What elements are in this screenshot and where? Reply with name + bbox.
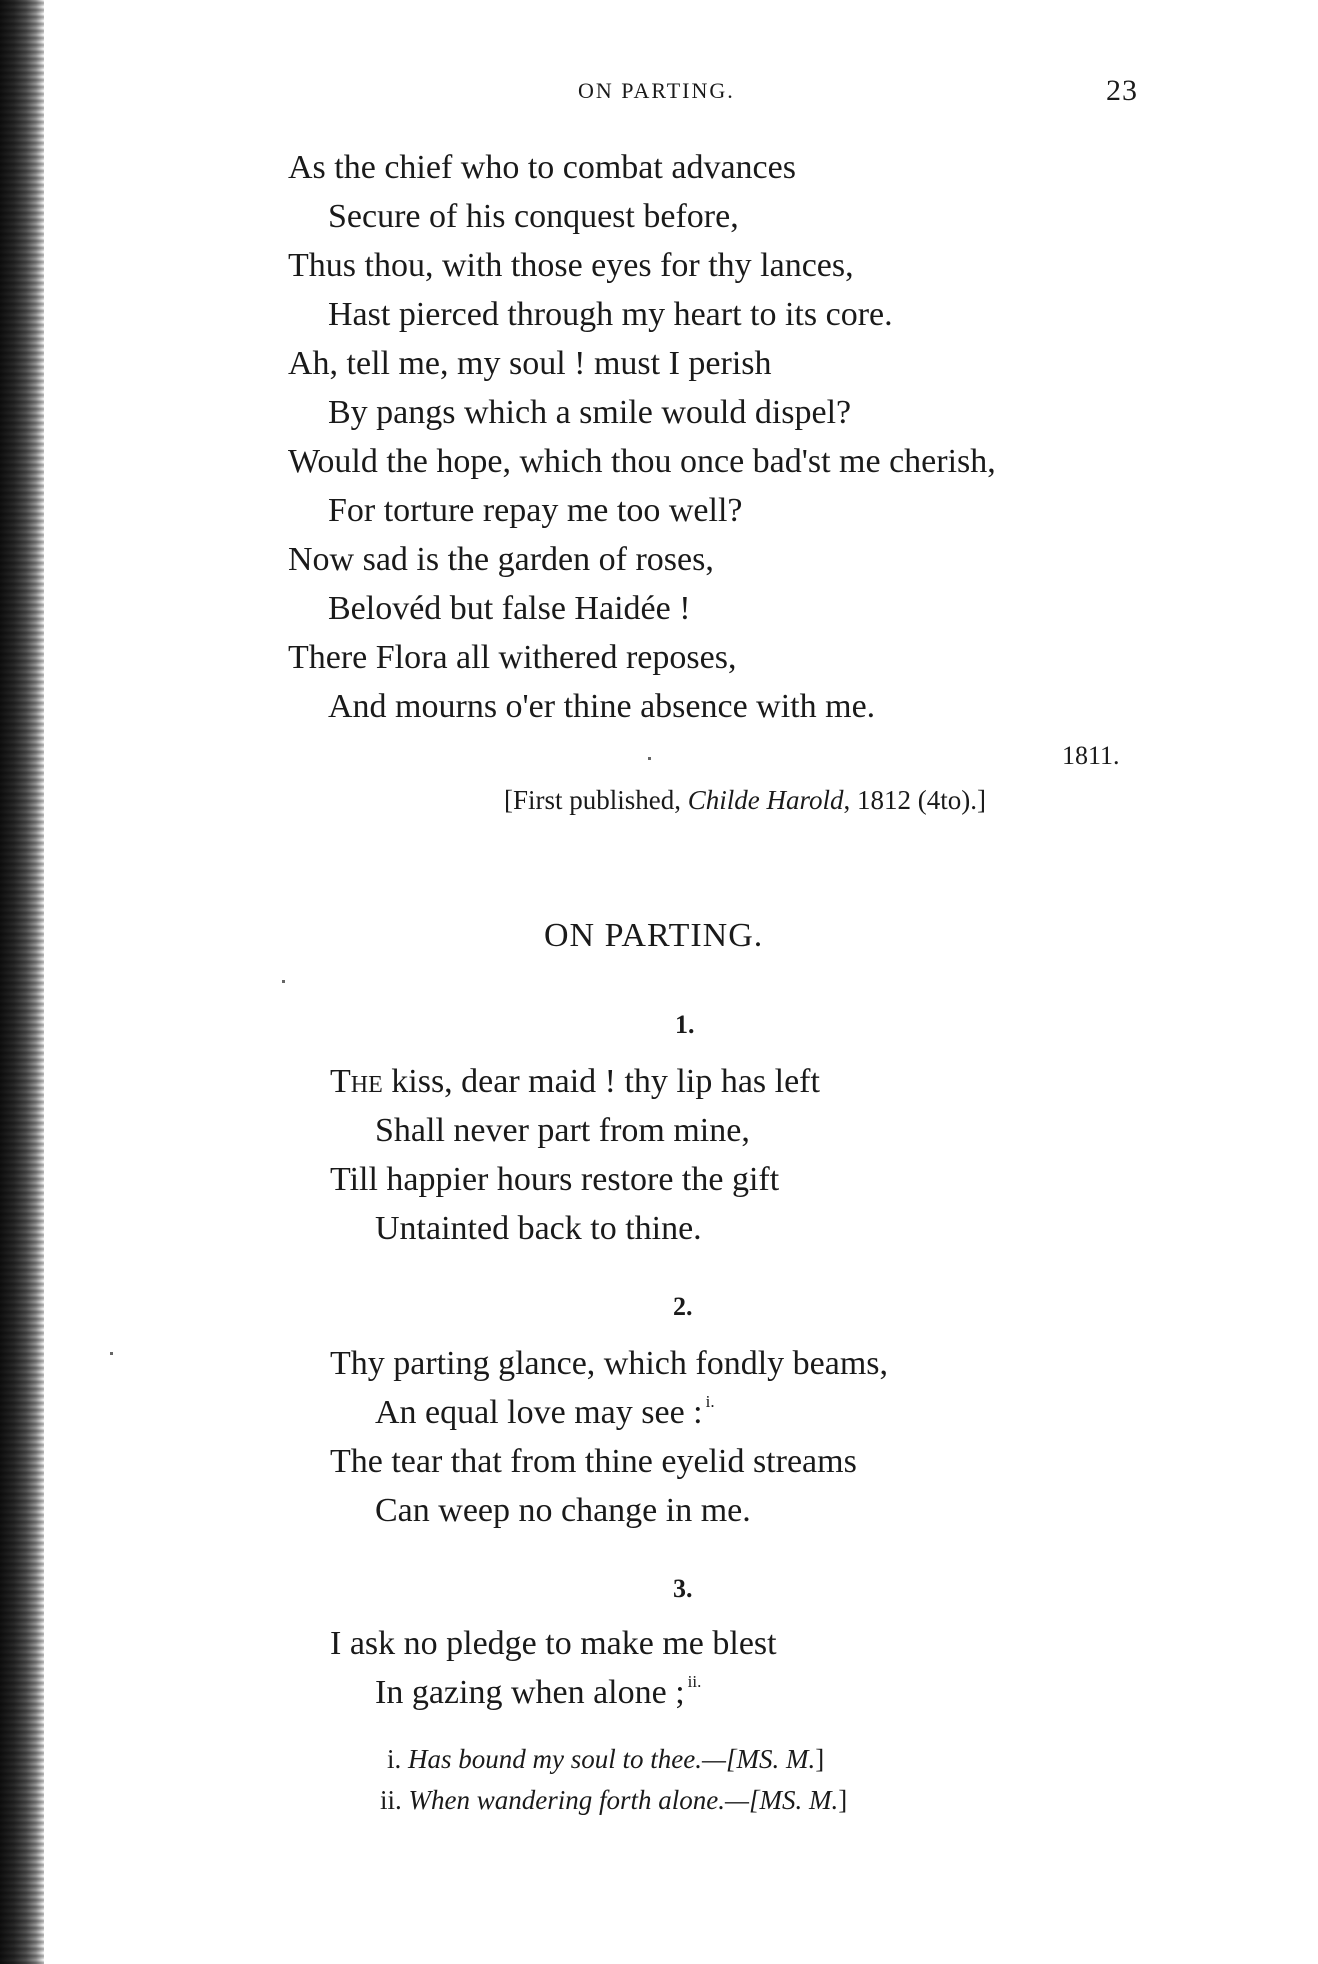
- verse-line: And mourns o'er thine absence with me.: [328, 688, 876, 725]
- verse-line: Thus thou, with those eyes for thy lances,: [288, 247, 854, 284]
- publication-title: Childe Harold: [687, 785, 844, 815]
- book-spine-edge: [0, 0, 44, 1964]
- print-speck: [110, 1352, 113, 1355]
- page-number: 23: [1106, 74, 1138, 107]
- stanza-number: 1.: [675, 1010, 695, 1039]
- verse-line: Thy parting glance, which fondly beams,: [330, 1345, 889, 1382]
- verse-line: Hast pierced through my heart to its core.: [328, 296, 893, 333]
- verse-line: Ah, tell me, my soul ! must I perish: [288, 345, 772, 382]
- verse-line: In gazing when alone ; $^{ii.}$: [375, 1672, 702, 1711]
- footnote: i. Has bound my soul to thee.—[MS. M.]: [387, 1744, 825, 1774]
- footnote-marker: ii.: [687, 1672, 702, 1691]
- footnote-mark: ii.: [380, 1785, 402, 1815]
- verse-line: The kiss, dear maid ! thy lip has left: [330, 1063, 820, 1100]
- footnote-mark: i.: [387, 1744, 402, 1774]
- verse-line: By pangs which a smile would dispel?: [328, 394, 852, 431]
- verse-line: Untainted back to thine.: [375, 1210, 702, 1247]
- publication-note: [First published, Childe Harold, 1812 (4to).]: [504, 785, 987, 815]
- verse-line: An equal love may see : $^{i.}$: [375, 1392, 715, 1431]
- verse-line: Secure of his conquest before,: [328, 198, 739, 235]
- verse-line: Shall never part from mine,: [375, 1112, 750, 1149]
- stanza-number: 3.: [673, 1574, 693, 1603]
- verse-line: There Flora all withered reposes,: [288, 639, 737, 676]
- verse-line: Belovéd but false Haidée !: [328, 590, 691, 627]
- verse-line: Can weep no change in me.: [375, 1492, 751, 1529]
- poem-date: 1811.: [1062, 741, 1120, 770]
- verse-line: Now sad is the garden of roses,: [288, 541, 714, 578]
- verse-line: Would the hope, which thou once bad'st me cherish,: [288, 443, 996, 480]
- print-speck: [282, 980, 285, 983]
- print-speck: [648, 757, 651, 760]
- footnote: ii. When wandering forth alone.—[MS. M.]: [380, 1785, 848, 1815]
- verse-line: I ask no pledge to make me blest: [330, 1625, 777, 1662]
- stanza-number: 2.: [673, 1292, 693, 1321]
- drop-word: The: [330, 1063, 383, 1100]
- poem-title: ON PARTING.: [544, 917, 764, 954]
- verse-line: As the chief who to combat advances: [288, 149, 796, 186]
- verse-line: Till happier hours restore the gift: [330, 1161, 780, 1198]
- footnote-marker: i.: [705, 1392, 715, 1411]
- verse-line: For torture repay me too well?: [328, 492, 743, 529]
- verse-line: The tear that from thine eyelid streams: [330, 1443, 857, 1480]
- running-title: ON PARTING.: [578, 78, 735, 103]
